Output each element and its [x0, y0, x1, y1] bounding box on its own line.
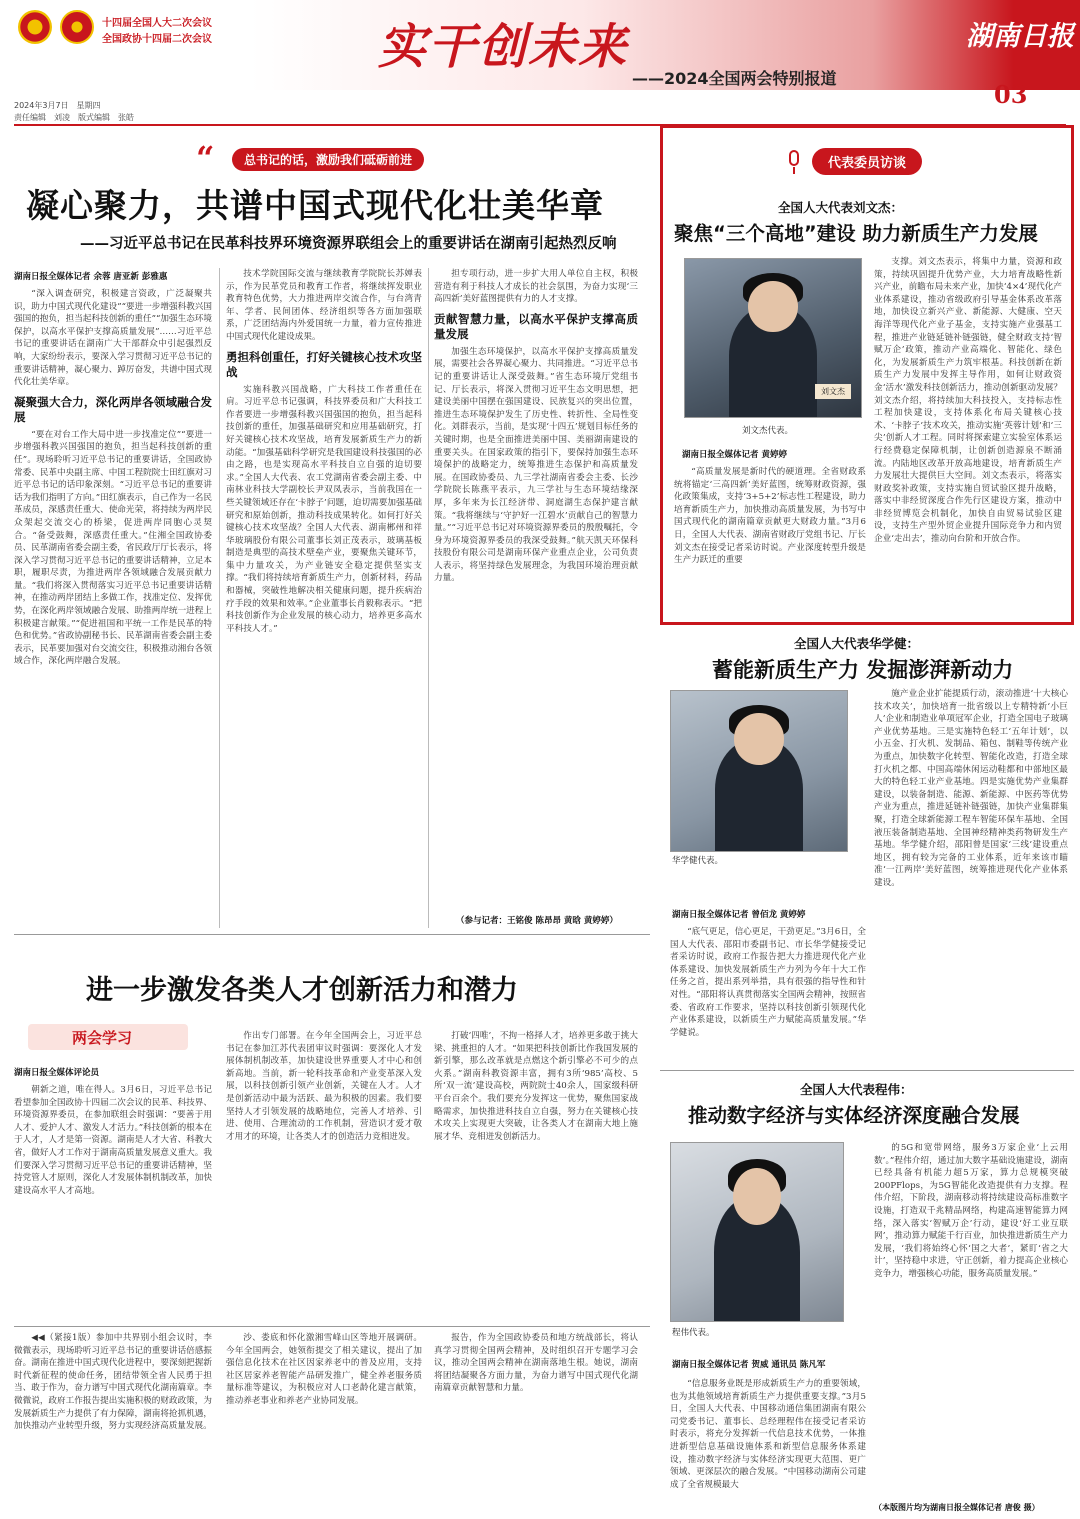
hua-paragraph: 施产业企业扩能提质行动，滚动推进‘十大核心技术攻关’，加快培育一批省级以上专精特新‘小巨人’企业和制造业单项冠军企业，打造全国电子玻璃产业优势基地。三是实施特色轻工‘五年计划’，以小五金、打火机、发制品、箱包、制鞋等传统产业为重点，加快数字化转型、智能化改造，打造全球打火机之都、中国高端休闲运动鞋都和中部地区最大的特色轻工业产业基地。四是实施优势产业集群建设，以装备制造、能源、新能源、中医药等优势产业为重点，推进延链补链强链，加快产业集群集聚，打造全球新能源工程车智能环保车基地、全国液压装备制造基地、全国神经精神类药物研发生产基地。华学健介绍，邵阳曾是国家‘三线’建设重点地区，拥有较为完备的工业体系，近年来该市瞄准‘一江两岸’美好蓝图，统筹推进现代化产业体系建设。 [874, 689, 1068, 888]
bottom-column-1 [14, 1332, 212, 1512]
liu-text-right [874, 256, 1062, 612]
paper-name: 湖南日报 [966, 21, 1074, 52]
lead-paragraph: “深入调查研究，积极建言资政，广泛凝聚共识，助力中国式现代化建设”“要进一步增强科教兴国强国的抱负，担当起科技创新的重任”“加强生态环境保护，以高水平保护支撑高质量发展”……习近平总书记的重要讲话在湖南广大干部群众中引起强烈反响，大家纷纷表示，要深入学习贯彻习近平总书记的重要讲话精神，凝心聚力、踔厉奋发，共谱中国式现代化壮美华章。 [14, 289, 212, 388]
issue-date: 2024年3月7日 星期四 [14, 101, 101, 110]
bottom-paragraph: 报告，作为全国政协委员和地方统战部长，将认真学习贯彻全国两会精神，及时组织召开专题学习会议，推动全国两会精神在湖南落地生根。她说，湖南将团结凝聚各方面力量，为奋力谱写中国式现代化湖南篇章贡献智慧和力量。 [434, 1333, 638, 1394]
lead-tag [196, 139, 431, 177]
slogan: 实干创未来 [378, 19, 629, 75]
cheng-photo [670, 1142, 844, 1322]
column-divider [219, 268, 220, 928]
cheng-caption: 程伟代表。 [672, 1328, 715, 1338]
bottom-column-2 [226, 1332, 422, 1512]
lead-column-1 [14, 288, 212, 928]
lead-paragraph: “要在对台工作大局中进一步找准定位”“要进一步增强科教兴国强国的抱负，担当起科技创新的重任”。现场聆听习近平总书记的重要讲话，全国政协常委、民革中央副主席、中国工程院院士田红旗对习近平总书记的话印象深刻。“习近平总书记的重要讲话为我们指明了方向。”田红旗表示，自己作为一名民革成员，深感责任重大、使命光荣，将持续为两岸民众架起交流交心的桥梁，促进两岸同胞心灵契合。“备受鼓舞，深感责任重大。”住湘全国政协委员、民革湖南省委会副主委，省民政厅厅长表示，将深入学习贯彻习近平总书记的重要讲话精神，立足本职，履职尽责，为推进两岸各领域融合发展贡献力量。“我们将深入贯彻落实习近平总书记重要讲话精神，在推动两岸团结上多做工作，找准定位、发挥优势，在深化两岸领域融合发展、助推两岸统一进程上积极建言献策。”“促进祖国和平统一工作是民革的特色和优势。”省政协副秘书长、民革湖南省委会副主委表示，民革要加强对台交流交往，积极推动湘台各领域合作，深化两岸融合发展。 [14, 429, 212, 667]
bottom-column-3 [434, 1332, 638, 1512]
talent-paragraph: 作出专门部署。在今年全国两会上，习近平总书记在参加江苏代表团审议时强调：要深化人才发展体制机制改革，加快建设世界重要人才中心和创新高地。当前，新一轮科技革命和产业变革深入发展，以科技创新引领产业创新，关键在人才。人才是创新活动中最为活跃、最为积极的因素。我们要坚持人才引领发展的战略地位，完善人才培养、引进、使用、合理流动的工作机制，营造识才爱才敬才用才的环境，让各类人才的创造活力竞相迸发。 [226, 1031, 422, 1142]
cheng-title: 推动数字经济与实体经济深度融合发展 [688, 1104, 1020, 1127]
hua-paragraph: “底气更足，信心更足，干劲更足。”3月6日，全国人大代表、邵阳市委副书记、市长华学健接受记者采访时说，政府工作报告把大力推进现代化产业体系建设、加快发展新质生产力列为今年十大工作任务之首，提出系列举措，具有很强的指导性和针对性。“邵阳将认真贯彻落实全国两会精神，按照省委、省政府工作要求，坚持以科技创新引领现代化产业体系建设，以新质生产力赋能高质量发展。”华学健说。 [670, 927, 866, 1038]
lead-subhead-1: 凝聚强大合力，深化两岸各领域融合发展 [14, 394, 212, 424]
liu-paragraph: “高质量发展是新时代的硬道理。全省财政系统将锚定‘三高四新’美好蓝图，统筹财政资源，强化政策集成，支持‘3+5+2’标志性工程建设，助力培育新质生产力，加快推动高质量发展，为书写中国式现代化的湖南篇章贡献更大财政力量。”3月6日，全国人大代表、湖南省财政厅党组书记、厅长刘文杰在接受记者采访时说。产业深度转型升级是生产力跃迁的重要 [674, 467, 866, 566]
talent-column-3 [434, 1030, 638, 1320]
hua-text-right [874, 688, 1068, 1064]
talent-column-2 [226, 1030, 422, 1320]
lead-byline: 湖南日报全媒体记者 余蓉 唐亚新 彭雅惠 [14, 272, 168, 282]
section-rule [14, 934, 650, 935]
name-plate: 刘文杰 [815, 384, 851, 399]
bottom-paragraph: 沙、娄底和怀化激湘雪峰山区等地开展调研。今年全国两会，她领衔提交了相关建议，提出了加强信息化技术在社区因家养老中的普及应用，支持社区居家养老智能产品研发推广，健全养老服务质量标准等建议，为积极应对人口老龄化建言献策，推动养老事业和养老产业协同发展。 [226, 1333, 422, 1406]
hua-pre: 全国人大代表华学健： [794, 636, 920, 651]
liu-photo [684, 258, 862, 418]
feature-title: 聚焦“三个高地”建设 助力新质生产力发展 [674, 222, 1038, 245]
feature-tag: 代表委员访谈 [812, 148, 922, 175]
section-rule [660, 1070, 1074, 1071]
quote-mark-icon: “ [196, 139, 215, 177]
cheng-text-left [670, 1378, 866, 1498]
lead-paragraph: 加强生态环境保护，以高水平保护支撑高质量发展，需要社会各界凝心聚力、共同推进。“习近平总书记的重要讲话让人深受鼓舞。”省生态环境厅党组书记、厅长表示，将深入贯彻习近平生态文明思想，把建设美丽中国摆在强国建设、民族复兴的突出位置，推进生态环境保护发生了历史性、转折性、全局性变化。刘群表示，当前，是实现‘十四五’规划目标任务的关键时期，也是全面推进美丽中国、美丽湖南建设的重要关头。在国家政策的指引下，要保持加强生态环境保护的战略定力，统筹推进生态保护和高质量发展。在国政协委员、九三学社湖南省委会主委、长沙学院院长陈燕平表示，九三学社与生态环境结缘深厚，多年来为长江经济带、洞庭湖生态保护建言献策。“我将继续与‘守护好一江碧水’贡献自己的智慧力量。”“习近平总书记对环境资源界委员的殷殷嘱托，令身为环境资源界委员的我深受鼓舞。”航天凯天环保科技股份有限公司是湖南环保产业重点企业，公司负责人表示，将坚持绿色发展理念，为我国环境治理贡献力量。 [434, 346, 638, 584]
lead-column-2 [226, 268, 422, 928]
photo-credit: （本版图片均为湖南日报全媒体记者 唐俊 摄） [874, 1503, 1040, 1512]
special-report: ——2024全国两会特别报道 [632, 69, 837, 88]
cheng-pre: 全国人大代表程伟： [800, 1082, 913, 1097]
talent-column-1 [14, 1084, 212, 1320]
liu-caption: 刘文杰代表。 [742, 426, 794, 436]
feature-pre: 全国人大代表刘文杰： [778, 200, 904, 215]
masthead [0, 0, 1080, 125]
microphone-icon [786, 150, 802, 176]
lead-paragraph: 实施科教兴国战略，广大科技工作者重任在肩。习近平总书记强调，科技界委员和广大科技工作者要进一步增强科教兴国强国的抱负，担当起科技创新的重任，加强基础研究和应用基础研究，打好关键核心技术攻坚战，培育发展新质生产力的新动能。“加强基础科学研究是我国建设科技强国的必由之路，也是实现高水平科技自立自强的迫切要求。”全国人大代表、农工党湖南省委会副主委、中南林业科技大学副校长尹双凤表示，当前我国在一些关键领域还存在‘卡脖子’问题，迫切需要加强基础研究和原始创新，推动科技成果转化。如何打好关键核心技术攻坚战？全国人大代表、湖南郴州和祥华玻璃股份有限公司董事长刘正茂表示，玻璃基板制造是典型的高技术壁垒产业，要聚焦关键环节，集中力量攻关，为产业链安全稳定提供坚实支撑。“我们将持续培育新质生产力，创新材料，药品和器械，突破性地解决相关健康问题，提升疾病治疗手段的效果和效率。”企业董事长肖毅称表示。“把科技创新作为企业发展的核心动力，培养更多高水平科技人才。” [226, 384, 422, 634]
column-divider [428, 268, 429, 928]
talent-title: 进一步激发各类人才创新活力和潜力 [86, 975, 518, 1006]
lead-tag-label: 总书记的话，激励我们砥砺前进 [232, 148, 424, 171]
npc-line-1: 十四届全国人大二次会议 [102, 18, 212, 29]
cheng-paragraph: “信息服务业既是形成新质生产力的重要领域，也为其他领域培育新质生产力提供重要支撑。”3月5日，全国人大代表、中国移动通信集团湖南有限公司党委书记、董事长、总经理程伟在接受记者采访时表示，将充分发挥新一代信息技术优势，一体推进新型信息基础设施体系和新型信息服务体系建设，推动数字经济与实体经济实现更大范围、更广领域、更深层次的融合发展。“中国移动湖南公司建成了全省规模最大 [670, 1379, 866, 1490]
lead-title: 凝心聚力，共谱中国式现代化壮美华章 [26, 186, 604, 225]
cheng-text-right [874, 1142, 1068, 1498]
national-emblem-icon [18, 10, 52, 44]
lead-subhead-3: 贡献智慧力量，以高水平保护支撑高质量发展 [434, 311, 638, 341]
cheng-byline: 湖南日报全媒体记者 贺威 通讯员 陈凡军 [672, 1360, 826, 1370]
lead-column-3 [434, 268, 638, 908]
lead-reference: （参与记者：王铭俊 陈昂昂 黄晗 黄婷婷） [456, 916, 618, 926]
hua-photo [670, 690, 848, 852]
cppcc-emblem-icon [60, 10, 94, 44]
section-rule [14, 1326, 650, 1327]
talent-paragraph: 打破‘四唯’，不拘一格择人才，培养更多敢于挑大梁、挑重担的人才。“如果把科技创新比作我国发展的新引擎，那么改革就是点燃这个新引擎必不可少的点火系。”湖南科教资源丰富，拥有3所‘985’高校、5所‘双一流’建设高校，两院院士40余人，国家级科研平台百余个。我们要充分发挥这一优势，聚焦国家战略需求，加快推进科技自立自强，努力在关键核心技术攻关上实现更大突破，让各类人才在湖南大地上施展才华、竞相迸发创新活力。 [434, 1031, 638, 1142]
cheng-paragraph: 的5G和宽带网络，服务3万家企业‘上云用数’。”程伟介绍，通过加大数字基础设施建设，湖南已经具备有机能力超5万家，算力总规模突破200PFlops，为5G智能化改造提供有力支撑。程伟介绍，下阶段，湖南移动将持续建设高标准数字设施，打造双千兆精品网络，构建高速智能算力网络，深入落实‘智赋万企’行动，建设‘好工业互联网’，推动算力赋能千行百业，加快推进新质生产力发展，‘我们将始终心怀‘国之大者’，紧盯‘省之大计’，坚持稳中求进，守正创新，着力提高企业核心竞争力，增强核心功能，服务高质量发展。” [874, 1143, 1068, 1279]
npc-line-2: 全国政协十四届二次会议 [102, 34, 212, 45]
lead-subtitle: ——习近平总书记在民革科技界环境资源界联组会上的重要讲话在湖南引起热烈反响 [80, 236, 617, 252]
lead-paragraph: 技术学院国际交流与继续教育学院院长苏婵表示，作为民革党员和教育工作者，将继续挥发职业教育特色优势，大力推进两岸交流合作，与台湾青年、学者、民间团体、经济组织等各方面加强联系，广泛团结海内外爱国统一力量，着力宣传推进中国式现代化建设成果。 [226, 269, 422, 342]
hua-caption: 华学健代表。 [672, 856, 724, 866]
lead-subhead-2: 勇担科创重任，打好关键核心技术攻坚战 [226, 349, 422, 379]
talent-byline: 湖南日报全媒体评论员 [14, 1068, 100, 1078]
liu-paragraph: 支撑。刘文杰表示，将集中力量，资源和政策，持续巩固提升优势产业，大力培育战略性新兴产业，前瞻布局未来产业，加快‘4×4’现代化产业体系建设，推动省级政府引导基金体系改革落地，加快设立新兴产业、新能源、大健康、空天海洋等现代化产业子基金，支持实施产业强基工程，推进产业链延链补链强链，健全财政支持‘智赋万企’政策，推动产业高端化、智能化、绿色化，为发展新质生产力筑牢根基。科技创新在新质生产力发展中发挥主导作用，如何让财政资金‘活水’激发科技创新活力，推动创新驱动发展？刘文杰介绍，将持续加大科技投入，支持标志性工程加快建设，支持体系化布局关键核心技术、‘卡脖子’技术攻关，推动实施‘英蓉计划’和‘三尖’创新人才工程。同时将探索建立实验室体系运行经费稳定保障机制，让创新创造源泉不断涌流。内陆地区改革开放高地建设，培育新质生产力发展壮大提供巨大空间。刘文杰表示，将落实财政奖补政策，支持实施自贸试验区提升战略，落实中非经贸深度合作先行区建设方案，推动中非经贸博览会机制化，加快自由贸易试验区建设，支持生产型外贸企业提升国际竞争力和内贸企业‘走出去’，推动向台阶和开放合作。 [874, 257, 1062, 545]
hua-byline: 湖南日报全媒体记者 曾佰龙 黄婷婷 [672, 910, 806, 920]
bottom-paragraph: ◀◀（紧接1版）参加中共界别小组会议时，李微微表示，现场聆听习近平总书记的重要讲话倍感振奋。湖南在推进中国式现代化进程中，要深刻把握新时代新征程的使命任务，团结带领全省人民勇于担当、敢于作为，奋力谱写中国式现代化湖南篇章。李微微说，政府工作报告提出实施积极的财政政策，为发展新质生产力提供了有力保障，湖南将抢抓机遇，加快推动产业转型升级，努力实现经济高质量发展。 [14, 1333, 212, 1432]
talent-paragraph: 朝新之道，唯在得人。3月6日，习近平总书记看望参加全国政协十四届二次会议的民革、科技界、环境资源界委员，在参加联组会时强调：“要善于用人才、爱护人才、激发人才活力。”科技创新的根本在于人才，人才是第一资源。湖南是人才大省、科教大省，做好人才工作对于湖南高质量发展意义重大。我们要深入学习贯彻习近平总书记的重要讲话精神，坚持党管人才原则，深化人才发展体制机制改革，加快建设高水平人才高地。 [14, 1085, 212, 1196]
liu-byline: 湖南日报全媒体记者 黄婷婷 [682, 450, 787, 460]
talent-tag [28, 1024, 188, 1050]
liu-text-left [674, 466, 866, 612]
editors: 责任编辑 刘凌 版式编辑 张皓 [14, 113, 134, 122]
hua-text-left [670, 926, 866, 1064]
hua-title: 蓄能新质生产力 发掘澎湃新动力 [712, 658, 1014, 682]
lead-paragraph: 担专项行动，进一步扩大用人单位自主权，积极营造有利于科技人才成长的社会氛围，为奋力实现‘三高四新’美好蓝图提供有力的人才支撑。 [434, 269, 638, 305]
page-number: 03 [994, 80, 1028, 109]
talent-tag-label: 两会学习 [72, 1029, 133, 1047]
